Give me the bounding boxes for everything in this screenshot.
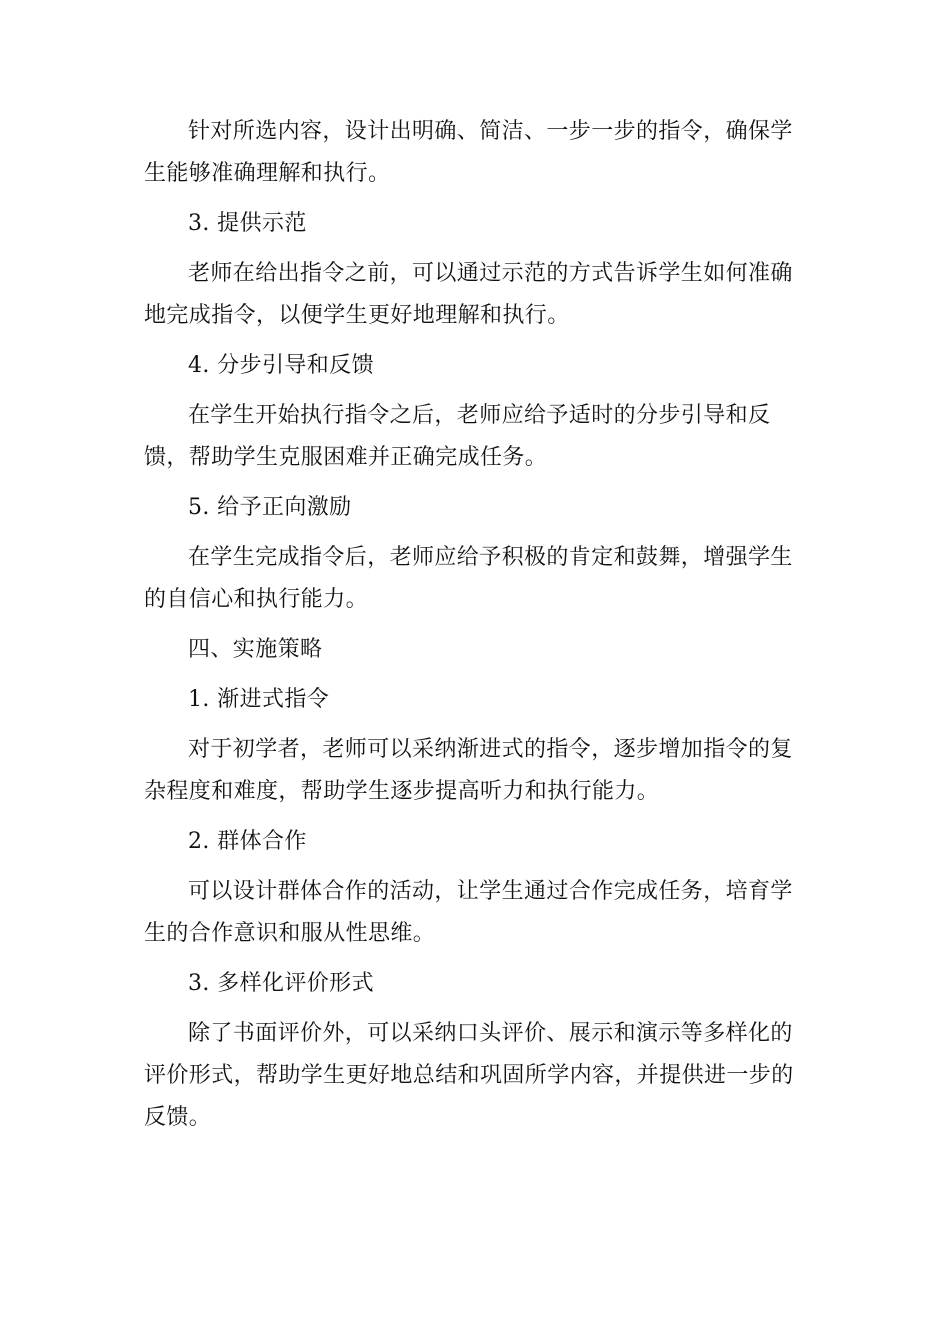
heading-provide-demonstration: 3. 提供示范 [188, 211, 307, 236]
paragraph-instruction-design: 针对所选内容，设计出明确、简洁、一步一步的指令，确保学生能够准确理解和执行。 [144, 119, 793, 186]
paragraph-diverse-evaluation: 除了书面评价外，可以采纳口头评价、展示和演示等多样化的评价形式，帮助学生更好地总结和巩固所学内容，并提供进一步的反馈。 [144, 1021, 794, 1130]
heading-step-guidance-feedback: 4. 分步引导和反馈 [188, 353, 374, 378]
document-body [144, 111, 804, 1139]
paragraph-progressive-instructions: 对于初学者，老师可以采纳渐进式的指令，逐步增加指令的复杂程度和难度，帮助学生逐步提高听力和执行能力。 [144, 737, 793, 804]
heading-progressive-instructions: 1. 渐进式指令 [188, 687, 330, 712]
paragraph-group-cooperation: 可以设计群体合作的活动，让学生通过合作完成任务，培育学生的合作意识和服从性思维。 [144, 879, 793, 946]
heading-diverse-evaluation: 3. 多样化评价形式 [188, 971, 374, 996]
heading-positive-incentive: 5. 给予正向激励 [188, 495, 352, 520]
paragraph-demonstration: 老师在给出指令之前，可以通过示范的方式告诉学生如何准确地完成指令，以便学生更好地理解和执行。 [144, 261, 793, 328]
paragraph-step-guidance: 在学生开始执行指令之后，老师应给予适时的分步引导和反馈，帮助学生克服困难并正确完成任务。 [144, 403, 771, 470]
paragraph-positive-incentive: 在学生完成指令后，老师应给予积极的肯定和鼓舞，增强学生的自信心和执行能力。 [144, 545, 793, 612]
heading-group-cooperation: 2. 群体合作 [188, 829, 307, 854]
section-heading-implementation-strategy: 四、实施策略 [188, 637, 323, 662]
